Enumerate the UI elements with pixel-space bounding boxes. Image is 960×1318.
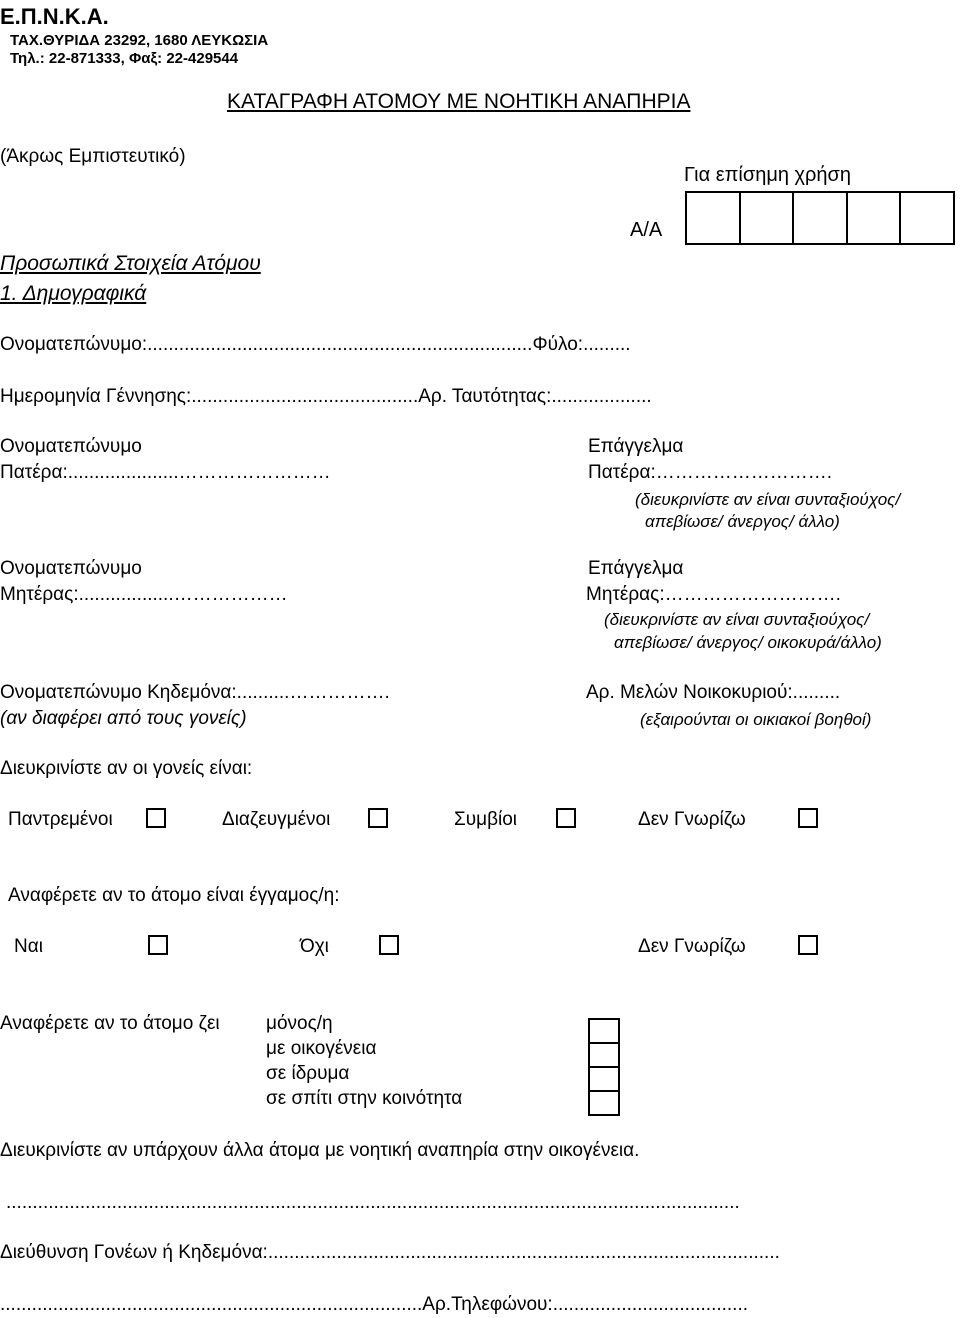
institution-checkbox[interactable] [588, 1066, 620, 1092]
married-question: Αναφέρετε αν το άτομο είναι έγγαμος/η: [8, 885, 340, 906]
living-option-institution: σε ίδρυμα [266, 1063, 350, 1084]
father-job-field[interactable]: Πατέρα:………………………. [588, 462, 833, 483]
parents-status-question: Διευκρινίστε αν οι γονείς είναι: [0, 758, 253, 779]
org-name: Ε.Π.Ν.Κ.Α. [0, 4, 109, 29]
option-cohabiting-label: Συμβίοι [454, 809, 518, 830]
option-married-unknown-label: Δεν Γνωρίζω [638, 936, 746, 957]
option-yes-label: Ναι [14, 936, 43, 957]
form-title: ΚΑΤΑΓΡΑΦΗ ΑΤΟΜΟΥ ΜΕ ΝΟΗΤΙΚΗ ΑΝΑΠΗΡΙΑ [227, 90, 691, 113]
confidential-note: (Άκρως Εμπιστευτικό) [0, 146, 186, 167]
family-checkbox[interactable] [588, 1042, 620, 1068]
aa-cell[interactable] [794, 193, 848, 243]
divorced-checkbox[interactable] [368, 808, 388, 828]
aa-cell[interactable] [687, 193, 741, 243]
family-disability-question: Διευκρινίστε αν υπάρχουν άλλα άτομα με νοητική αναπηρία στην οικογένεια. [0, 1140, 640, 1161]
option-divorced-label: Διαζευγμένοι [222, 809, 331, 830]
alone-checkbox[interactable] [588, 1018, 620, 1044]
aa-cell[interactable] [741, 193, 795, 243]
father-job-hint: (διευκρινίστε αν είναι συνταξιούχος/ [635, 490, 901, 509]
mother-job-hint: (διευκρινίστε αν είναι συνταξιούχος/ [604, 610, 870, 629]
address-field[interactable]: Διεύθυνση Γονέων ή Κηδεμόνα:................................................................................................. [0, 1242, 780, 1263]
mother-job-label: Επάγγελμα [588, 558, 684, 579]
father-job-hint: απεβίωσε/ άνεργος/ άλλο) [645, 512, 840, 531]
section-subheading: 1. Δημογραφικά [0, 282, 147, 305]
cohabiting-checkbox[interactable] [556, 808, 576, 828]
phone-field[interactable]: ................................................................................Αρ.Τηλεφώνου:..................................... [0, 1294, 749, 1315]
no-checkbox[interactable] [379, 935, 399, 955]
mother-job-field[interactable]: Μητέρας:………………………. [586, 584, 841, 605]
org-contact: Τηλ.: 22-871333, Φαξ: 22-429544 [10, 50, 239, 67]
section-heading: Προσωπικά Στοιχεία Ατόμου [0, 252, 261, 275]
aa-cell[interactable] [901, 193, 953, 243]
option-unknown-label: Δεν Γνωρίζω [638, 809, 746, 830]
father-job-label: Επάγγελμα [588, 436, 684, 457]
option-no-label: Όχι [300, 936, 329, 957]
living-question: Αναφέρετε αν το άτομο ζει [0, 1013, 220, 1034]
mother-name-field[interactable]: Μητέρας:..................……………… [0, 584, 288, 605]
fullname-field[interactable]: Ονοματεπώνυμο:.........................................................................Φύλο:......... [0, 334, 631, 355]
father-name-label: Ονοματεπώνυμο [0, 436, 142, 457]
household-hint: (εξαιρούνται οι οικιακοί βοηθοί) [640, 710, 872, 729]
parents-unknown-checkbox[interactable] [798, 808, 818, 828]
option-married-label: Παντρεμένοι [8, 809, 113, 830]
org-address: ΤΑΧ.ΘΥΡΙΔΑ 23292, 1680 ΛΕΥΚΩΣΙΑ [10, 32, 269, 49]
official-use-grid [685, 191, 955, 245]
guardian-field[interactable]: Ονοματεπώνυμο Κηδεμόνα:..........……………. [0, 682, 390, 703]
living-option-alone: μόνος/η [266, 1013, 333, 1034]
family-disability-answer-line[interactable]: ........................................................................................................................................... [6, 1192, 740, 1213]
father-name-field[interactable]: Πατέρα:.....................…………………… [0, 462, 331, 483]
mother-job-hint: απεβίωσε/ άνεργος/ οικοκυρά/άλλο) [614, 633, 882, 652]
official-use-label: Για επίσημη χρήση [684, 164, 852, 186]
aa-cell[interactable] [848, 193, 902, 243]
married-unknown-checkbox[interactable] [798, 935, 818, 955]
community-checkbox[interactable] [588, 1090, 620, 1116]
aa-label: Α/Α [630, 219, 663, 241]
living-option-community: σε σπίτι στην κοινότητα [266, 1088, 463, 1109]
yes-checkbox[interactable] [148, 935, 168, 955]
guardian-hint: (αν διαφέρει από τους γονείς) [0, 708, 247, 729]
living-option-family: με οικογένεια [266, 1038, 377, 1059]
married-checkbox[interactable] [146, 808, 166, 828]
household-field[interactable]: Αρ. Μελών Νοικοκυριού:......... [586, 682, 841, 703]
birthdate-field[interactable]: Ημερομηνία Γέννησης:...........................................Αρ. Ταυτότητας:................... [0, 386, 652, 407]
mother-name-label: Ονοματεπώνυμο [0, 558, 142, 579]
